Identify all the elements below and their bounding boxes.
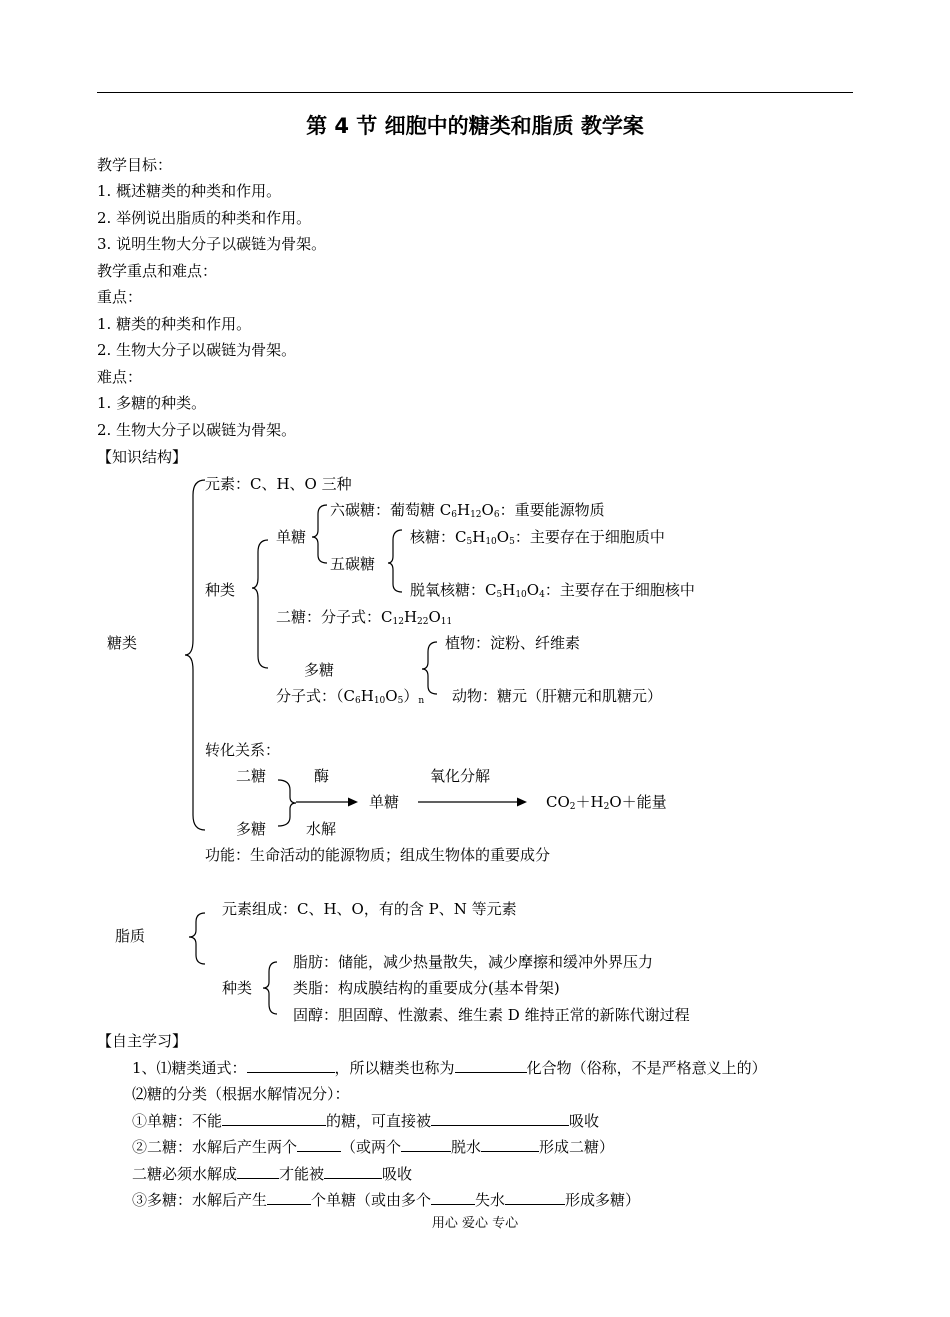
answer-blank[interactable] (481, 1137, 539, 1152)
hard-heading: 难点： (97, 368, 143, 386)
mono-label: 单糖 (276, 528, 307, 546)
question-2: ⑵糖的分类（根据水解情况分）： (132, 1085, 350, 1103)
question-3: ①单糖：不能 的糖，可直接被 吸收 (132, 1112, 600, 1130)
objective-item: 3. 说明生物大分子以碳链为骨架。 (97, 235, 327, 253)
answer-blank[interactable] (455, 1058, 527, 1073)
objective-item: 1. 概述糖类的种类和作用。 (97, 182, 282, 200)
polysaccharide-plant: 植物：淀粉、纤维素 (445, 634, 581, 652)
conversion-monosaccharide: 单糖 (369, 793, 400, 811)
key-heading: 重点： (97, 288, 143, 306)
polysaccharide-formula: 分子式：$(C_6H_{10}O_5)_n$ (276, 687, 425, 706)
polysaccharide-animal: 动物：糖元（肝糖元和肌糖元） (452, 687, 663, 705)
conversion-enzyme: 酶 (314, 767, 330, 785)
question-5: 二糖必须水解成 才能被 吸收 (132, 1165, 413, 1183)
conversion-polysaccharide: 多糖 (236, 820, 267, 838)
question-6: ③多糖：水解后产生 个单糖（或由多个 失水 形成多糖） (132, 1191, 641, 1209)
sugar-function: 功能：生命活动的能源物质；组成生物体的重要成分 (205, 846, 551, 864)
lipid-sterol: 固醇：胆固醇、性激素、维生素 D 维持正常的新陈代谢过程 (293, 1006, 690, 1024)
answer-blank[interactable] (324, 1164, 382, 1179)
conversion-oxidation: 氧化分解 (430, 767, 491, 785)
lipid-phospholipid: 类脂：构成膜结构的重要成分(基本骨架) (293, 979, 560, 997)
self-study-heading: 【自主学习】 (97, 1032, 188, 1050)
deoxyribose-line: 脱氧核糖：$C_5H_{10}O_4$：主要存在于细胞核中 (410, 581, 695, 600)
lipid-root-label: 脂质 (115, 927, 146, 945)
key-item: 1. 糖类的种类和作用。 (97, 315, 252, 333)
conversion-hydrolysis: 水解 (306, 820, 337, 838)
objectives-heading: 教学目标： (97, 156, 173, 174)
key-item: 2. 生物大分子以碳链为骨架。 (97, 341, 297, 359)
sugar-elements: 元素：C、H、O 三种 (205, 475, 352, 493)
answer-blank[interactable] (431, 1190, 475, 1205)
header-rule (97, 92, 853, 93)
ribose-line: 核糖：$C_5H_{10}O_5$：主要存在于细胞质中 (410, 528, 665, 547)
answer-blank[interactable] (237, 1164, 279, 1179)
polysaccharide-label: 多糖 (304, 661, 335, 679)
page-footer: 用心 爱心 专心 (431, 1216, 519, 1231)
conversion-label: 转化关系： (205, 741, 281, 759)
answer-blank[interactable] (505, 1190, 565, 1205)
lipid-types-label: 种类 (222, 979, 253, 997)
hexose-line: 六碳糖：葡萄糖 $C_6H_{12}O_6$：重要能源物质 (330, 501, 605, 520)
keypoints-heading: 教学重点和难点： (97, 262, 218, 280)
answer-blank[interactable] (297, 1137, 341, 1152)
hard-item: 1. 多糖的种类。 (97, 394, 207, 412)
sugar-types-label: 种类 (205, 581, 236, 599)
lipid-elements: 元素组成：C、H、O，有的含 P、N 等元素 (222, 900, 517, 918)
page-title: 第 4 节 细胞中的糖类和脂质 教学案 (306, 114, 644, 138)
hard-item: 2. 生物大分子以碳链为骨架。 (97, 421, 297, 439)
answer-blank[interactable] (247, 1058, 335, 1073)
objective-item: 2. 举例说出脂质的种类和作用。 (97, 209, 312, 227)
question-4: ②二糖：水解后产生两个 （或两个 脱水 形成二糖） (132, 1138, 615, 1156)
lipid-fat: 脂肪：储能，减少热量散失，减少摩擦和缓冲外界压力 (293, 953, 654, 971)
disaccharide-line: 二糖：分子式：$C_{12}H_{22}O_{11}$ (276, 608, 453, 627)
pentose-label: 五碳糖 (330, 555, 376, 573)
sugar-root-label: 糖类 (107, 634, 138, 652)
answer-blank[interactable] (431, 1111, 569, 1126)
conversion-product: $CO_2+H_2O+$能量 (546, 793, 667, 812)
question-1: 1、⑴糖类通式： ，所以糖类也称为 化合物（俗称，不是严格意义上的） (132, 1059, 767, 1077)
answer-blank[interactable] (401, 1137, 451, 1152)
answer-blank[interactable] (267, 1190, 311, 1205)
answer-blank[interactable] (222, 1111, 326, 1126)
conversion-disaccharide: 二糖 (236, 767, 267, 785)
knowledge-heading: 【知识结构】 (97, 448, 188, 466)
